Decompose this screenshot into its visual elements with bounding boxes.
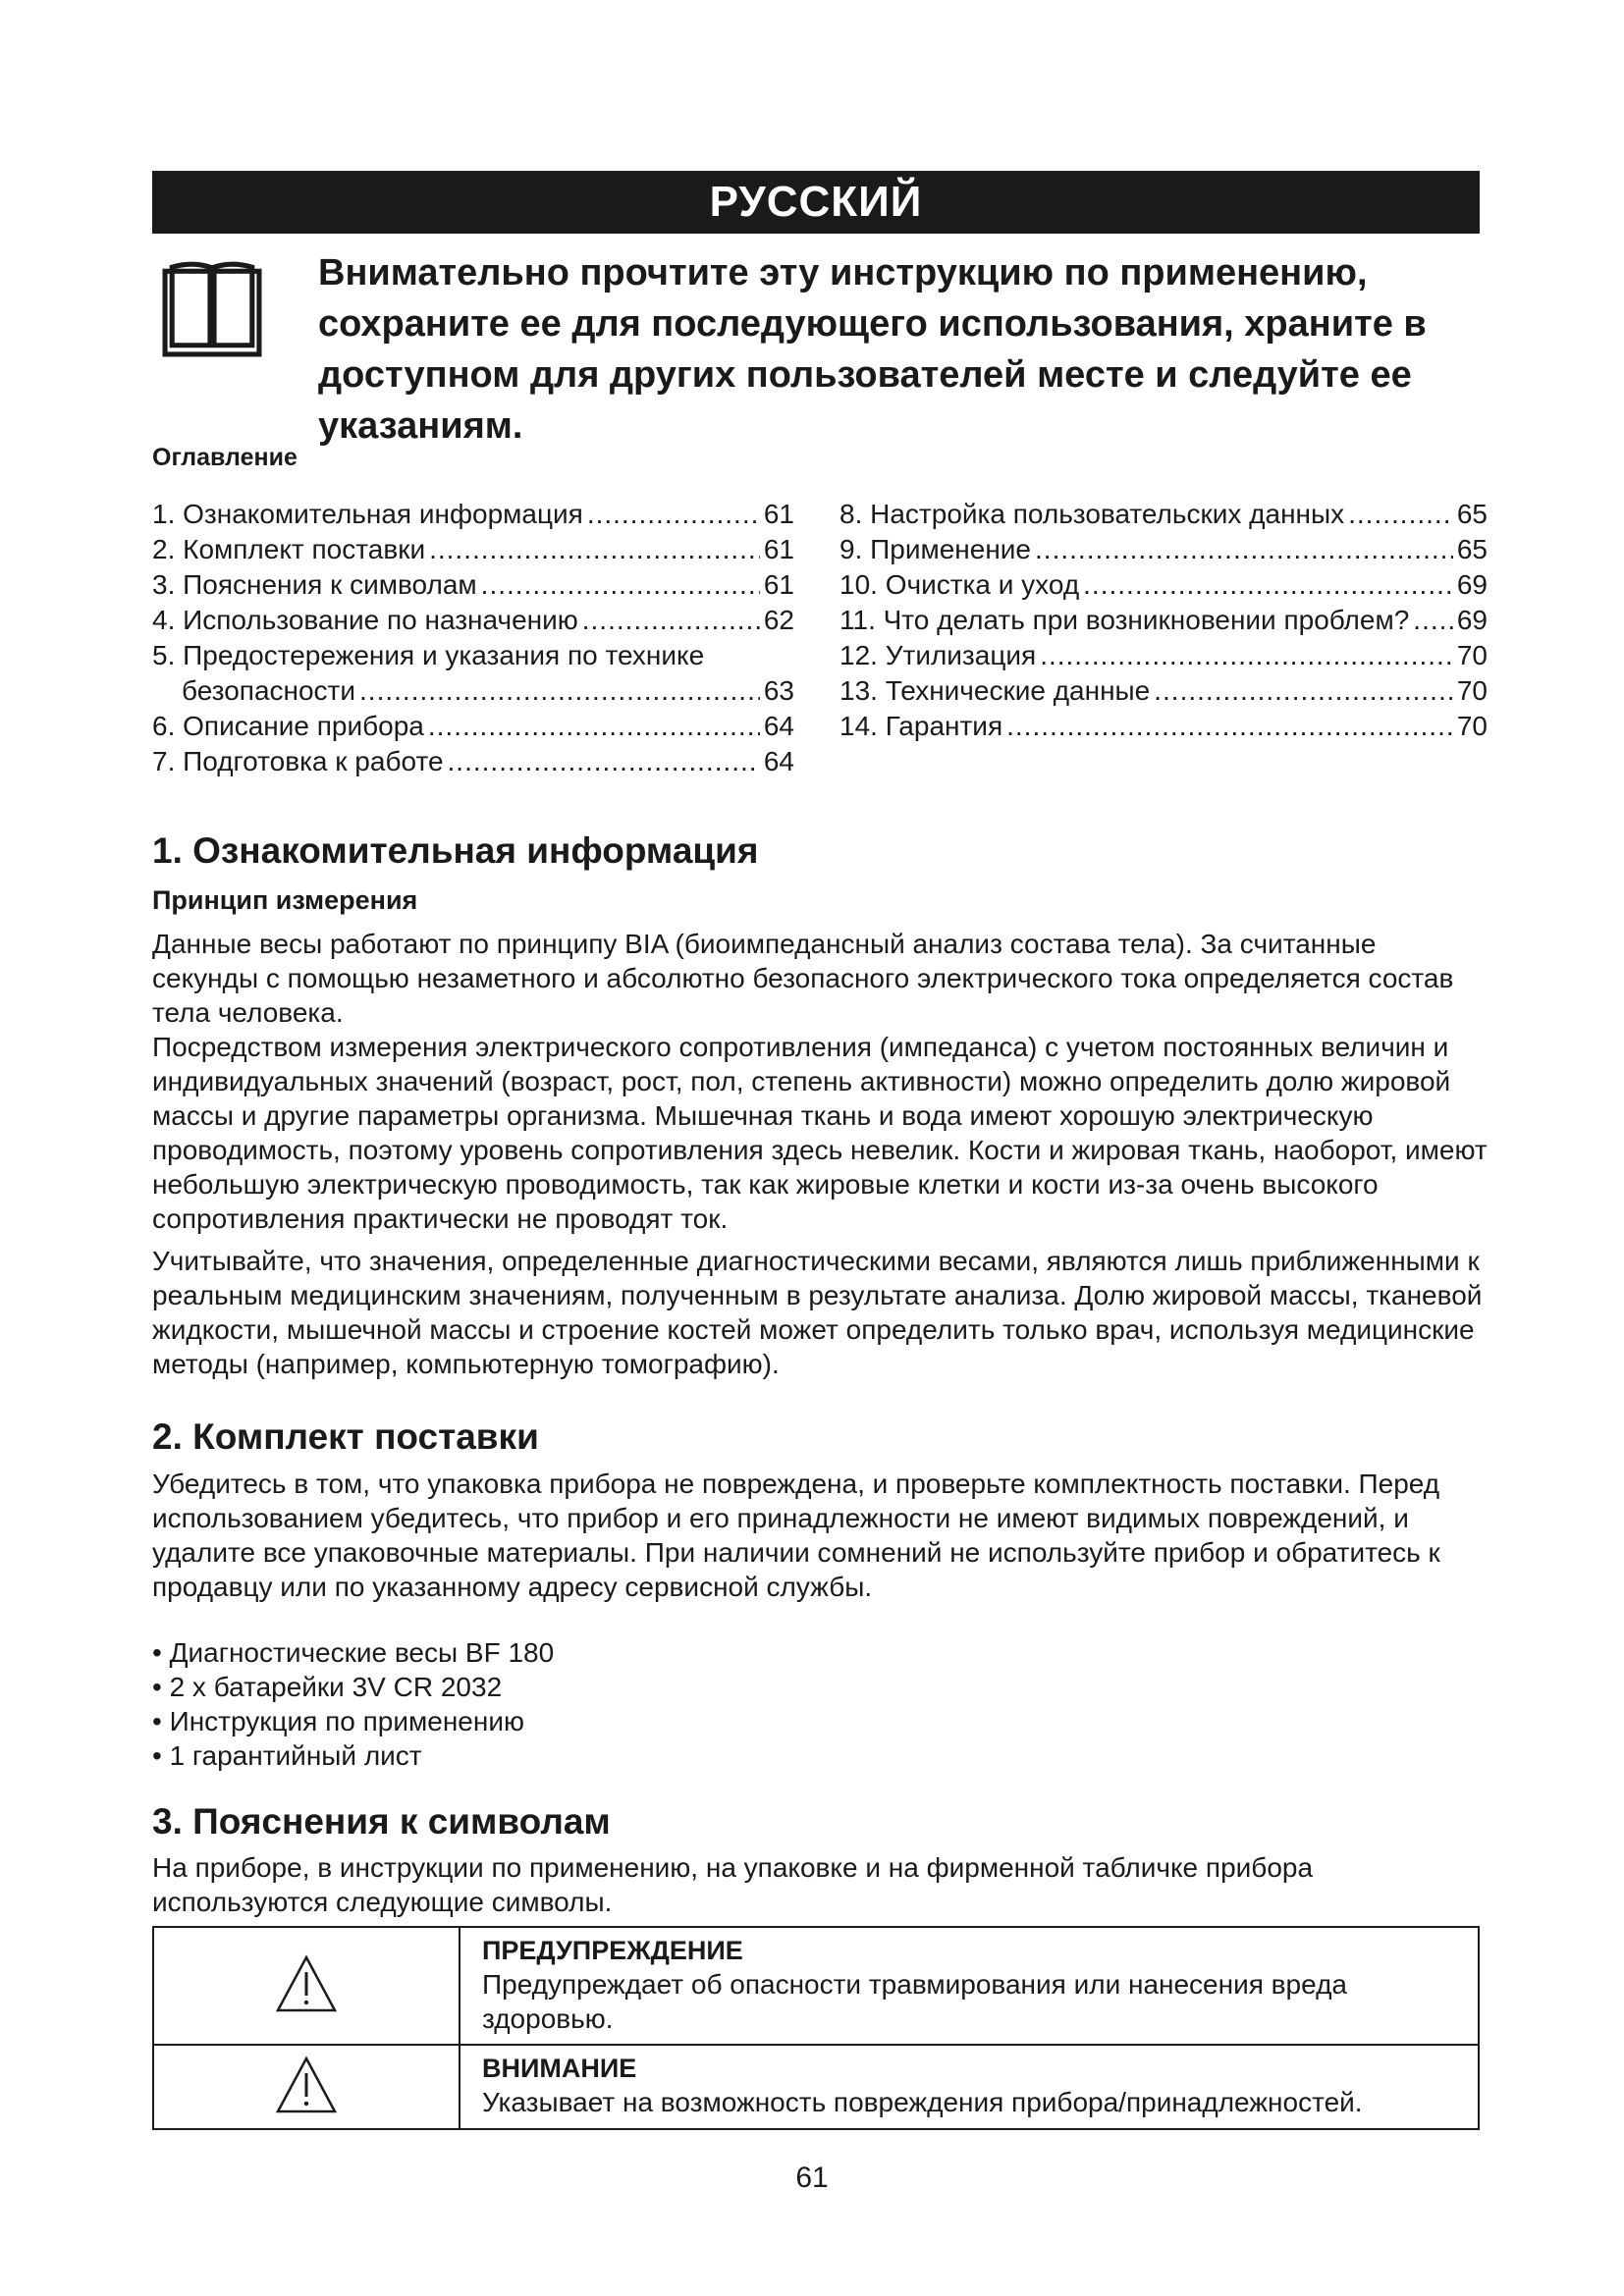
section2-heading: 2. Комплект поставки: [152, 1416, 539, 1457]
section2-paragraph: Убедитесь в том, что упаковка прибора не повреждена, и проверьте комплектность поставки. Перед использованием убедитесь, что прибор и его принадлежности не имеют видимых повреждений, и удалите все упаковочные материалы. При наличии сомнений не используйте прибор и обратитесь к продавцу или по указанному адресу сервисной службы.: [152, 1468, 1440, 1602]
warning-title: ПРЕДУПРЕЖДЕНИЕ: [482, 1936, 743, 1965]
symbol-cell: [153, 1927, 460, 2045]
symbol-description-cell: [460, 1927, 1479, 2045]
caution-title: ВНИМАНИЕ: [482, 2054, 637, 2083]
toc-entry: 13. Технические данные ..... 70: [839, 673, 1488, 709]
warning-description: Предупреждает об опасности травмирования или нанесения вреда здоровью.: [482, 1969, 1347, 2034]
toc-title: Оглавление: [152, 444, 298, 471]
toc-entry: 11. Что делать при возникновении проблем? ..... 69: [839, 603, 1488, 638]
book-icon: [162, 257, 262, 357]
section1-subheading: Принцип измерения: [152, 885, 418, 915]
language-header: РУССКИЙ: [152, 171, 1480, 234]
section3-paragraph: На приборе, в инструкции по применению, на упаковке и на фирменной табличке прибора используются следующие символы.: [152, 1852, 1314, 1917]
section3-heading: 3. Пояснения к символам: [152, 1801, 611, 1842]
toc-entry: 14. Гарантия ..... 70: [839, 709, 1488, 744]
toc-entry-continued: безопасности ..... 63: [152, 673, 794, 709]
list-item: • 1 гарантийный лист: [152, 1740, 422, 1771]
warning-triangle-icon: [275, 1954, 338, 2013]
toc-left-column: [152, 497, 794, 779]
toc-entry: 6. Описание прибора ..... 64: [152, 709, 794, 744]
toc-entry: 1. Ознакомительная информация ..... 61: [152, 497, 794, 532]
section1-paragraph-3: Учитывайте, что значения, определенные диагностическими весами, являются лишь приближенными к реальным медицинским значениям, полученным в результате анализа. Долю жировой массы, тканевой жидкости, мышечной массы и строение костей может определить только врач, используя медицинские методы (например, компьютерную томографию).: [152, 1246, 1483, 1379]
symbol-description-cell: [460, 2045, 1479, 2129]
toc-entry: 8. Настройка пользовательских данных ..... 65: [839, 497, 1488, 532]
toc-entry: 3. Пояснения к символам ..... 61: [152, 567, 794, 603]
list-item: • 2 х батарейки 3V CR 2032: [152, 1672, 503, 1702]
toc-entry: 4. Использование по назначению ..... 62: [152, 603, 794, 638]
list-item: • Инструкция по применению: [152, 1706, 524, 1736]
section1-body: [152, 927, 1488, 1381]
symbols-table: [152, 1926, 1480, 2130]
caution-description: Указывает на возможность повреждения прибора/принадлежностей.: [482, 2087, 1363, 2117]
toc-right-column: [839, 497, 1488, 744]
caution-triangle-icon: [275, 2056, 338, 2114]
delivery-items-list: [152, 1635, 554, 1773]
table-row: [153, 2045, 1479, 2129]
section1-paragraph-2: Посредством измерения электрического сопротивления (импеданса) с учетом постоянных величин и индивидуальных значений (возраст, рост, пол, степень активности) можно определить долю жировой массы и другие параметры организма. Мышечная ткань и вода имеют хорошую электрическую проводимость, поэтому уровень сопротивления здесь невелик. Кости и жировая ткань, наоборот, имеют небольшую электрическую проводимость, так как жировые клетки и кости из-за очень высокого сопротивления практически не проводят ток.: [152, 1032, 1488, 1234]
toc-entry: 9. Применение ..... 65: [839, 532, 1488, 567]
list-item: • Диагностические весы BF 180: [152, 1637, 555, 1668]
symbol-cell: [153, 2045, 460, 2129]
toc-entry: 5. Предостережения и указания по технике: [152, 640, 705, 670]
toc-entry: 7. Подготовка к работе ..... 64: [152, 744, 794, 779]
toc-entry: 2. Комплект поставки ..... 61: [152, 532, 794, 567]
section1-heading: 1. Ознакомительная информация: [152, 830, 759, 871]
section1-paragraph-1: Данные весы работают по принципу BIA (биоимпедансный анализ состава тела). За считанные секунды с помощью незаметного и абсолютно безопасного электрического тока определяется состав тела человека.: [152, 929, 1454, 1028]
page-number: 61: [795, 2162, 829, 2194]
table-row: [153, 1927, 1479, 2045]
toc-entry: 12. Утилизация ..... 70: [839, 638, 1488, 673]
intro-warning-text: Внимательно прочтите эту инструкцию по применению, сохраните ее для последующего использования, храните в доступном для других пользователей месте и следуйте ее указаниям.: [318, 252, 1427, 447]
toc-entry: 10. Очистка и уход ..... 69: [839, 567, 1488, 603]
